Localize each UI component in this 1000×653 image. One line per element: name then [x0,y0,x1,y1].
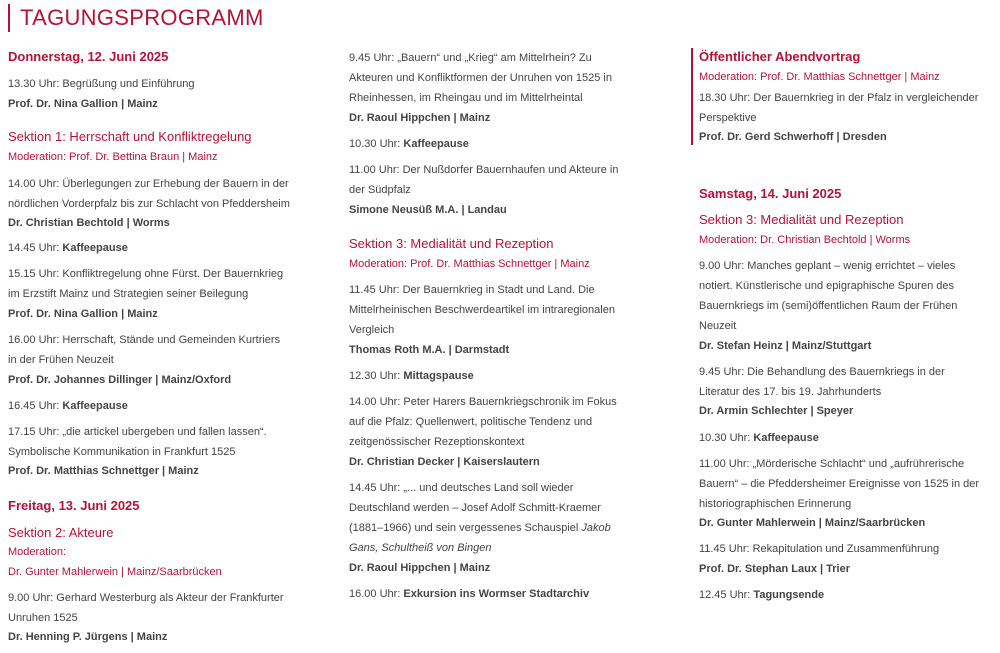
session-text-line: Neuzeit [699,320,737,332]
session-text-line: 18.30 Uhr: Der Bauernkrieg in der Pfalz in vergleichender [699,92,979,104]
break-time: 14.45 Uhr: [8,242,63,254]
session-speaker: Dr. Raoul Hippchen | Mainz [349,112,491,124]
closing-time: 12.45 Uhr: [699,589,754,601]
session-text-line: Bauernkriegs im (semi)öffentlichen Raum der Frühen [699,300,958,312]
section-moderation: Moderation: [8,546,67,558]
break-label: Kaffeepause [753,432,819,444]
session-text-line: Akteuren und Konfliktformen der Unruhen von 1525 in [349,72,612,84]
evening-lecture-accent-bar [691,48,693,145]
session-text-line: historiographischen Erinnerung [699,498,852,510]
break-item [349,366,649,386]
day-heading-friday: Freitag, 13. Juni 2025 [8,498,140,513]
break-item [699,428,999,448]
session-speaker: Thomas Roth M.A. | Darmstadt [349,344,510,356]
session-text-line: 9.45 Uhr: Die Behandlung des Bauernkriegs in der [699,366,945,378]
session-text-line: Unruhen 1525 [8,612,78,624]
session-text: 11.45 Uhr: Rekapitulation und Zusammenführung [699,543,940,555]
break-label: Kaffeepause [62,400,128,412]
day-heading-saturday: Samstag, 14. Juni 2025 [699,186,842,201]
play-title-line: Gans, Schultheiß von Bingen [349,542,492,554]
session-speaker: Dr. Gunter Mahlerwein | Mainz/Saarbrücken [699,517,926,529]
break-time: 10.30 Uhr: [699,432,754,444]
session-text-line: Mittelrheinischen Beschwerdeartikel im intraregionalen [349,304,615,316]
break-time: 10.30 Uhr: [349,138,404,150]
session-text-line: 9.00 Uhr: Gerhard Westerburg als Akteur der Frankfurter [8,592,284,604]
session-text-line: 15.15 Uhr: Konfliktregelung ohne Fürst. Der Bauernkrieg [8,268,284,280]
break-label: Mittagspause [403,370,474,382]
session-text-line: 14.45 Uhr: „... und deutsches Land soll wieder [349,482,574,494]
day-heading-thursday: Donnerstag, 12. Juni 2025 [8,49,169,64]
session-speaker: Simone Neusüß M.A. | Landau [349,204,507,216]
session-text-line: in der Frühen Neuzeit [8,354,114,366]
section-moderation: Dr. Gunter Mahlerwein | Mainz/Saarbrücken [8,566,222,578]
session-text-line: 11.45 Uhr: Der Bauernkrieg in Stadt und Land. Die [349,284,595,296]
session-text-line: 14.00 Uhr: Peter Harers Bauernkriegschronik im Fokus [349,396,617,408]
session-speaker: Prof. Dr. Gerd Schwerhoff | Dresden [699,131,887,143]
section-moderation: Moderation: Prof. Dr. Bettina Braun | Mainz [8,151,218,163]
excursion-item [349,584,649,604]
section-heading: Sektion 3: Medialität und Rezeption [699,212,904,227]
section-heading: Sektion 1: Herrschaft und Konfliktregelung [8,129,252,144]
session-text: 13.30 Uhr: Begrüßung und Einführung [8,78,195,90]
title-block [8,4,264,32]
session-speaker: Dr. Armin Schlechter | Speyer [699,405,854,417]
session-text-line: nördlichen Vorderpfalz bis zur Schlacht von Pfeddersheim [8,198,290,210]
break-label: Kaffeepause [62,242,128,254]
session-text-line: zeitgenössischer Rezeptionskontext [349,436,525,448]
excursion-label: Exkursion ins Wormser Stadtarchiv [403,588,590,600]
session-text-line: Perspektive [699,112,757,124]
section-moderation: Moderation: Dr. Christian Bechtold | Worms [699,234,911,246]
break-time: 16.45 Uhr: [8,400,63,412]
break-time: 12.30 Uhr: [349,370,404,382]
session-speaker: Prof. Dr. Stephan Laux | Trier [699,563,851,575]
section-heading: Sektion 3: Medialität und Rezeption [349,236,554,251]
section-moderation: Moderation: Prof. Dr. Matthias Schnettger | Mainz [349,258,590,270]
session-text-line: Rheinhessen, im Rheingau und im Mittelrheintal [349,92,583,104]
session-text-line: 17.15 Uhr: „die artickel ubergeben und fallen lassen“. [8,426,267,438]
session-speaker: Prof. Dr. Matthias Schnettger | Mainz [8,465,199,477]
break-item [349,134,649,154]
closing-label: Tagungsende [753,589,825,601]
session-text-line [349,518,649,538]
session-text-line: 9.45 Uhr: „Bauern“ und „Krieg“ am Mittelrhein? Zu [349,52,592,64]
session-speaker: Dr. Christian Bechtold | Worms [8,217,170,229]
session-text-part: (1881–1966) und sein vergessenes Schauspiel [349,522,582,534]
section-heading: Sektion 2: Akteure [8,525,114,540]
session-text-line: Bauern“ – die Pfeddersheimer Ereignisse von 1525 in der [699,478,980,490]
session-speaker: Prof. Dr. Johannes Dillinger | Mainz/Oxford [8,374,232,386]
session-speaker: Dr. Christian Decker | Kaiserslautern [349,456,540,468]
session-text-line: 16.00 Uhr: Herrschaft, Stände und Gemeinden Kurtriers [8,334,281,346]
session-text-line: notiert. Künstlerische und epigraphische Spuren des [699,280,954,292]
session-text-line: 9.00 Uhr: Manches geplant – wenig errichtet – vieles [699,260,956,272]
break-item [8,238,308,258]
session-speaker: Dr. Raoul Hippchen | Mainz [349,562,491,574]
session-text-line: Symbolische Kommunikation in Frankfurt 1525 [8,446,236,458]
session-text-line: 11.00 Uhr: Der Nußdorfer Bauernhaufen und Akteure in [349,164,619,176]
session-text-line: Deutschland werden – Josef Adolf Schmitt-Kraemer [349,502,601,514]
evening-lecture-moderation: Moderation: Prof. Dr. Matthias Schnettger | Mainz [699,71,940,83]
closing-item [699,585,999,605]
session-speaker: Dr. Stefan Heinz | Mainz/Stuttgart [699,340,872,352]
break-label: Kaffeepause [403,138,469,150]
excursion-time: 16.00 Uhr: [349,588,404,600]
session-text-line: der Südpfalz [349,184,411,196]
evening-lecture-heading: Öffentlicher Abendvortrag [699,49,861,64]
page-title: TAGUNGSPROGRAMM [20,5,264,30]
session-speaker: Dr. Henning P. Jürgens | Mainz [8,631,168,643]
session-speaker: Prof. Dr. Nina Gallion | Mainz [8,308,158,320]
session-text-line: Literatur des 17. bis 19. Jahrhunderts [699,386,882,398]
session-speaker: Prof. Dr. Nina Gallion | Mainz [8,98,158,110]
session-text-line: Vergleich [349,324,395,336]
session-text-line: im Erzstift Mainz und Strategien seiner Beilegung [8,288,249,300]
session-text-line: 11.00 Uhr: „Mörderische Schlacht“ und „aufrührerische [699,458,965,470]
play-title-part: Jakob [581,522,611,534]
break-item [8,396,308,416]
session-text-line: auf die Pfalz: Quellenwert, politische Tendenz und [349,416,593,428]
session-text-line: 14.00 Uhr: Überlegungen zur Erhebung der Bauern in der [8,178,289,190]
